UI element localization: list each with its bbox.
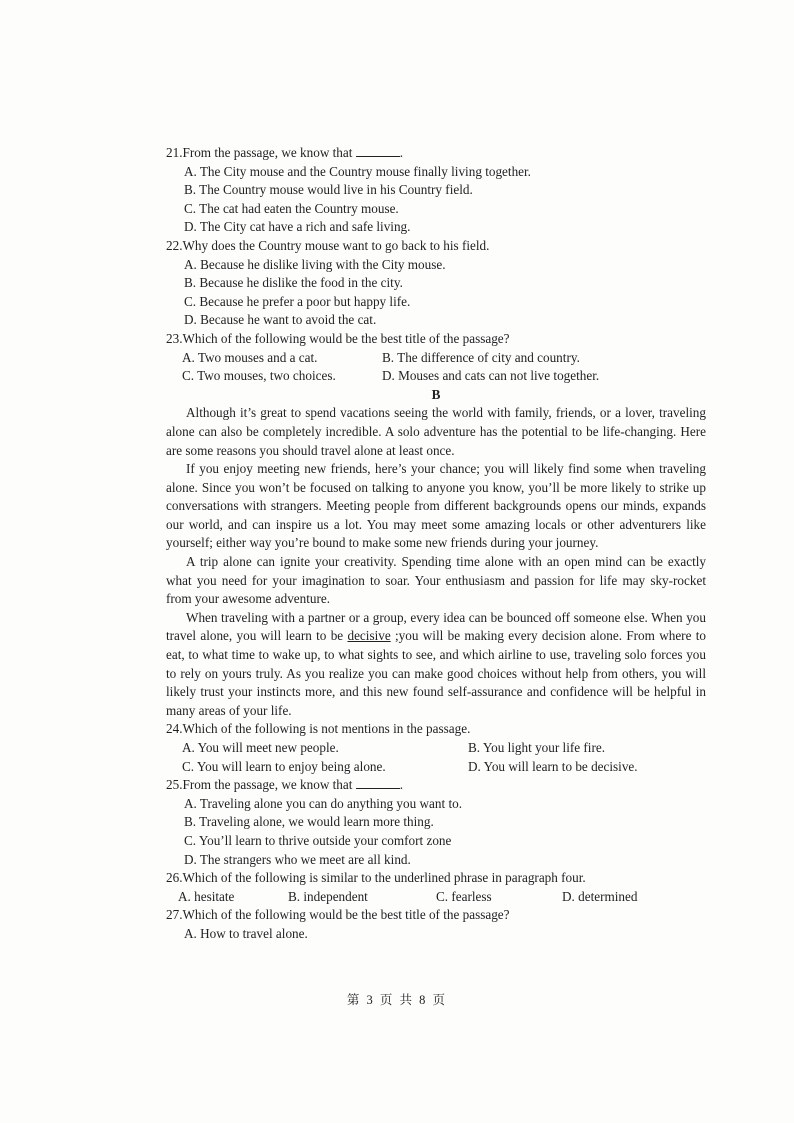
options-row <box>182 349 706 368</box>
option-23-b: B. The difference of city and country. <box>382 349 580 365</box>
option-22-a: A. Because he dislike living with the City mouse. <box>184 256 446 272</box>
option-23-c: C. Two mouses, two choices. <box>182 368 336 384</box>
question-24 <box>166 720 706 776</box>
question-21-stem: 21.From the passage, we know that . <box>166 145 404 160</box>
question-26 <box>166 869 706 906</box>
option-21-b: B. The Country mouse would live in his Country field. <box>184 182 473 198</box>
option-22-b: B. Because he dislike the food in the city. <box>184 275 403 291</box>
question-27 <box>166 906 706 943</box>
options-row <box>182 758 706 777</box>
question-26-stem: 26.Which of the following is similar to the underlined phrase in paragraph four. <box>166 870 586 886</box>
option-21-c: C. The cat had eaten the Country mouse. <box>184 200 399 216</box>
option-26-a: A. hesitate <box>178 888 235 904</box>
question-22-stem: 22.Why does the Country mouse want to go back to his field. <box>166 237 490 253</box>
question-24-stem: 24.Which of the following is not mentions in the passage. <box>166 721 471 737</box>
answer-blank <box>356 144 400 157</box>
options-row <box>182 367 706 386</box>
option-22-c: C. Because he prefer a poor but happy life. <box>184 293 411 309</box>
page-number: 第 3 页 共 8 页 <box>346 993 448 1007</box>
passage-paragraph-1: Although it’s great to spend vacations seeing the world with family, friends, or a lover, traveling alone can also be completely incredible. A solo adventure has the potential to be life-changing. Here are some reasons you should travel alone at least once. <box>166 405 706 458</box>
question-25-stem: 25.From the passage, we know that . <box>166 777 404 793</box>
passage-paragraph-3: A trip alone can ignite your creativity. Spending time alone with an open mind can be exactly what you need for your imagination to soar. Your enthusiasm and passion for life may sky-rocket from your awesome adventure. <box>166 554 706 607</box>
option-25-a: A. Traveling alone you can do anything you want to. <box>184 795 462 811</box>
option-21-a: A. The City mouse and the Country mouse finally living together. <box>184 163 531 179</box>
option-25-c: C. You’ll learn to thrive outside your comfort zone <box>184 832 452 848</box>
passage-b <box>166 386 706 721</box>
option-26-c: C. fearless <box>436 888 492 904</box>
option-26-d: D. determined <box>562 888 638 904</box>
question-27-stem: 27.Which of the following would be the best title of the passage? <box>166 907 510 923</box>
section-heading: B <box>431 386 441 402</box>
answer-blank <box>356 776 400 789</box>
option-21-d: D. The City cat have a rich and safe living. <box>184 219 411 235</box>
option-25-d: D. The strangers who we meet are all kind. <box>184 851 411 867</box>
option-25-b: B. Traveling alone, we would learn more thing. <box>184 814 434 830</box>
option-24-b: B. You light your life fire. <box>468 740 605 755</box>
passage-paragraph-4: When traveling with a partner or a group, every idea can be bounced off someone else. When you travel alone, you will learn to be decisive ;you will be making every decision alone. From where to eat, to what time to wake up, to what sights to see, and which airline to use, traveling solo forces you to rely on yours truly. As you realize you can make good choices without help from others, you will likely trust your instincts more, and this new found self-assurance and confidence will be helpful in many areas of your life. <box>166 609 707 718</box>
option-24-a: A. You will meet new people. <box>182 740 339 755</box>
question-25 <box>166 776 706 869</box>
options-row <box>182 739 706 758</box>
option-23-a: A. Two mouses and a cat. <box>182 349 318 365</box>
question-22 <box>166 237 706 330</box>
option-24-c: C. You will learn to enjoy being alone. <box>182 758 386 774</box>
option-22-d: D. Because he want to avoid the cat. <box>184 312 377 328</box>
underlined-phrase: decisive <box>347 628 391 644</box>
option-26-b: B. independent <box>288 888 368 904</box>
question-21 <box>166 144 706 237</box>
passage-paragraph-2: If you enjoy meeting new friends, here’s your chance; you will likely find some when traveling alone. Since you won’t be focused on talking to anyone you know, you’ll be more likely to strike up conversations with strangers. Meeting people from different backgrounds opens our minds, expands our world, and can inspire us a lot. You may meet some amazing locals or other adventurers like yourself; either way you’re bound to make some new friends during your journey. <box>166 461 706 551</box>
options-row <box>178 888 706 907</box>
option-23-d: D. Mouses and cats can not live together. <box>382 368 600 384</box>
question-23-stem: 23.Which of the following would be the best title of the passage? <box>166 330 510 346</box>
question-23 <box>166 330 706 386</box>
page-content <box>166 144 706 944</box>
option-27-a: A. How to travel alone. <box>184 925 308 941</box>
option-24-d: D. You will learn to be decisive. <box>468 758 638 774</box>
